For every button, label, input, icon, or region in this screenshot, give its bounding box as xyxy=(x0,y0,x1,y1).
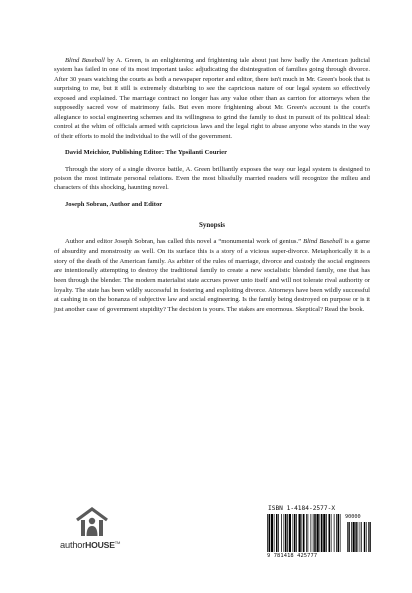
barcode-bar xyxy=(320,514,321,552)
barcode-bar xyxy=(311,514,312,552)
isbn-label: ISBN 1-4184-2577-X xyxy=(268,505,336,512)
synopsis-lead: Author and editor Joseph Sobran, has called this novel a “monumental work of genius.” xyxy=(65,238,302,246)
barcode-bar xyxy=(287,514,288,552)
addon-bar xyxy=(360,522,361,552)
barcode-bar xyxy=(340,514,341,552)
barcode-bar xyxy=(313,514,314,552)
barcode-bar xyxy=(338,514,340,552)
barcode-bar xyxy=(278,514,279,552)
barcode-bar xyxy=(281,514,282,552)
barcode-bar xyxy=(296,514,297,552)
barcode-bar xyxy=(274,514,275,552)
barcode-bar xyxy=(323,514,325,552)
house-person-icon xyxy=(75,506,109,538)
addon-bar xyxy=(361,522,362,552)
barcode-bar xyxy=(308,514,309,552)
barcode-bar xyxy=(267,514,268,552)
book-title-2: Blind Baseball xyxy=(303,238,343,246)
addon-bar xyxy=(369,522,370,552)
synopsis-heading: Synopsis xyxy=(198,221,226,230)
isbn-barcode xyxy=(264,505,374,563)
barcode-bar xyxy=(284,514,285,552)
publisher-logo xyxy=(60,506,124,550)
barcode-bar xyxy=(294,514,296,552)
publisher-name xyxy=(60,540,124,550)
barcode-bar xyxy=(326,514,327,552)
synopsis-text: is a game of absurdity and monstrosity as well. On its surface this is a story of a vicious super-divorce. Metaphorically it is a story of the death of the American family. As arbiter of the rules of marriage, divorce and custody the social engineers are intentionally attempting to destroy the traditional family to create a new socialistic blended family, one that has been through the blender. The modern materialist state accrues power unto itself and will not tolerate rival authority or loyalty. The state has been wildly successful in fostering and exploiting divorce. Attorneys have been wildly successful at cashing in on the bonanza of subjective law and social engineering. Is the family being destroyed on purpose or is it just another case of government stupidity? The decision is yours. The stakes are enormous. Skeptical? Read the book. xyxy=(54,238,370,313)
addon-bar xyxy=(347,522,348,552)
barcode-bar xyxy=(331,514,332,552)
review-paragraph-2: Through the story of a single divorce battle, A. Green brilliantly exposes the way our legal system is designed to poison the most intimate personal relations. Even the most blissfully married readers will recognize the milieu and characters of this shocking, haunting novel. xyxy=(54,165,370,192)
barcode-bars xyxy=(267,514,371,554)
barcode-bar xyxy=(306,514,307,552)
review-attribution: David Meichior, Publishing Editor: The Ypsilanti Courier xyxy=(65,149,227,157)
barcode-bar xyxy=(299,514,301,552)
review-paragraph xyxy=(54,56,370,141)
barcode-bar xyxy=(321,514,323,552)
barcode-bar xyxy=(302,514,303,552)
barcode-bar xyxy=(334,514,335,552)
addon-bar xyxy=(358,522,359,552)
addon-bar xyxy=(364,522,365,552)
logo-suffix: HOUSE xyxy=(85,540,115,551)
price-addon-number: 90000 xyxy=(345,514,361,520)
cover-text xyxy=(54,56,370,315)
barcode-bar xyxy=(269,514,271,552)
ean-digits: 9 781418 425777 xyxy=(267,553,318,559)
barcode-bar xyxy=(276,514,278,552)
synopsis-body xyxy=(54,237,370,314)
barcode-bar xyxy=(293,514,294,552)
addon-bar xyxy=(353,522,355,552)
barcode-bar xyxy=(285,514,287,552)
barcode-bar xyxy=(336,514,337,552)
barcode-bar xyxy=(317,514,319,552)
barcode-bar xyxy=(271,514,273,552)
book-title: Blind Baseball xyxy=(65,57,105,64)
addon-bar xyxy=(351,522,352,552)
logo-prefix: author xyxy=(60,540,86,551)
addon-bar xyxy=(348,522,349,552)
review-text: by A. Green, is an enlightening and frightening tale about just how badly the American judicial system has failed in one of its most important tasks: adjudicating the disintegration of families going through divorce. After 30 years watching the courts as both a newspaper reporter and editor, there isn't much in Mr. Green's book that is surprising to me, but it still is extremely disturbing to see the capricious nature of our legal system so effectively exposed and explained. The marriage contract no longer has any value other than as carrion for attorneys when the supposedly sacred vow of matrimony fails. But even more frightening about Mr. Green's account is the court's allegiance to social engineering schemes and its willingness to grind the family to dust in pursuit of its political ideal: control at the whim of officials armed with capricious laws and the legal right to abuse anyone who stands in the way of their efforts to mold the individual to the will of the government. xyxy=(54,57,370,140)
barcode-bar xyxy=(303,514,305,552)
synopsis-paragraph xyxy=(54,237,370,314)
barcode-bar xyxy=(314,514,316,552)
trademark-mark: TM xyxy=(114,540,121,545)
addon-bar xyxy=(355,522,356,552)
barcode-bar xyxy=(329,514,331,552)
addon-bar xyxy=(366,522,367,552)
barcode-bar xyxy=(289,514,291,552)
review-attribution-2: Joseph Sobran, Author and Editor xyxy=(65,200,163,208)
addon-bar xyxy=(368,522,369,552)
